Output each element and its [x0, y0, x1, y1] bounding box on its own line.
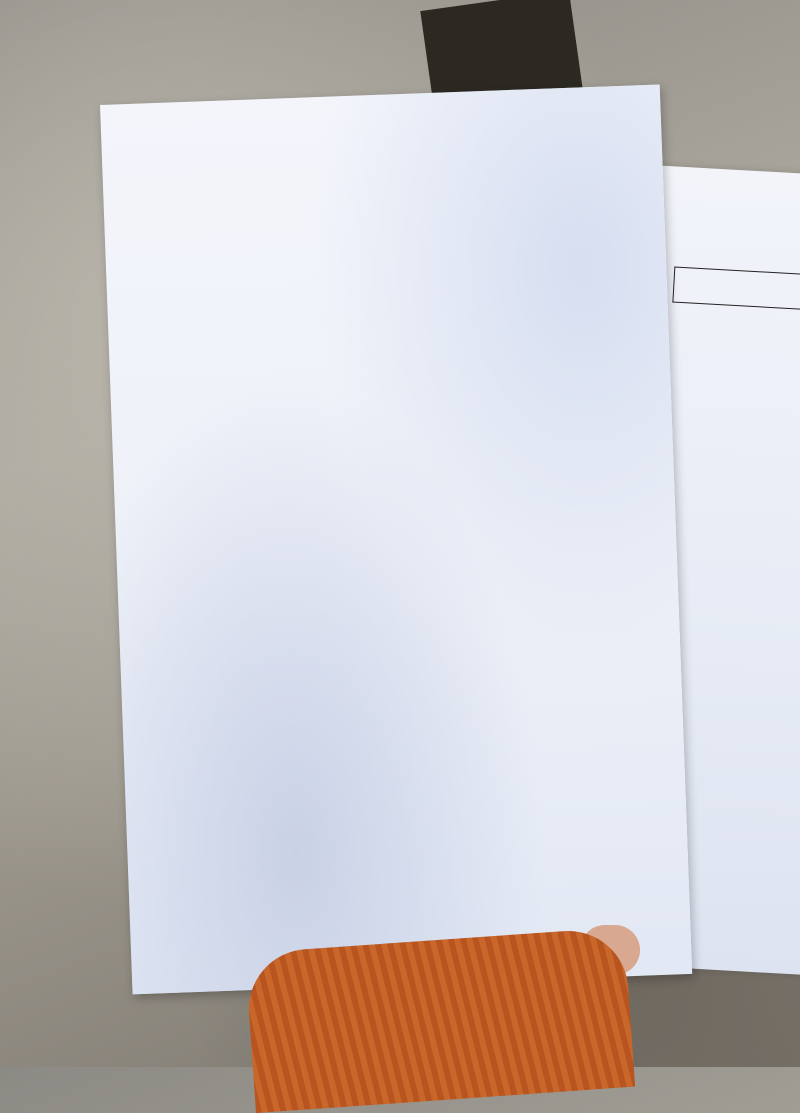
booklet-price: [103, 156, 663, 177]
left-page: [100, 84, 692, 994]
orange-sleeve: [245, 927, 635, 1113]
right-page-heading: [672, 267, 800, 316]
spec-table: [136, 187, 651, 206]
booklet-title: [101, 124, 661, 145]
